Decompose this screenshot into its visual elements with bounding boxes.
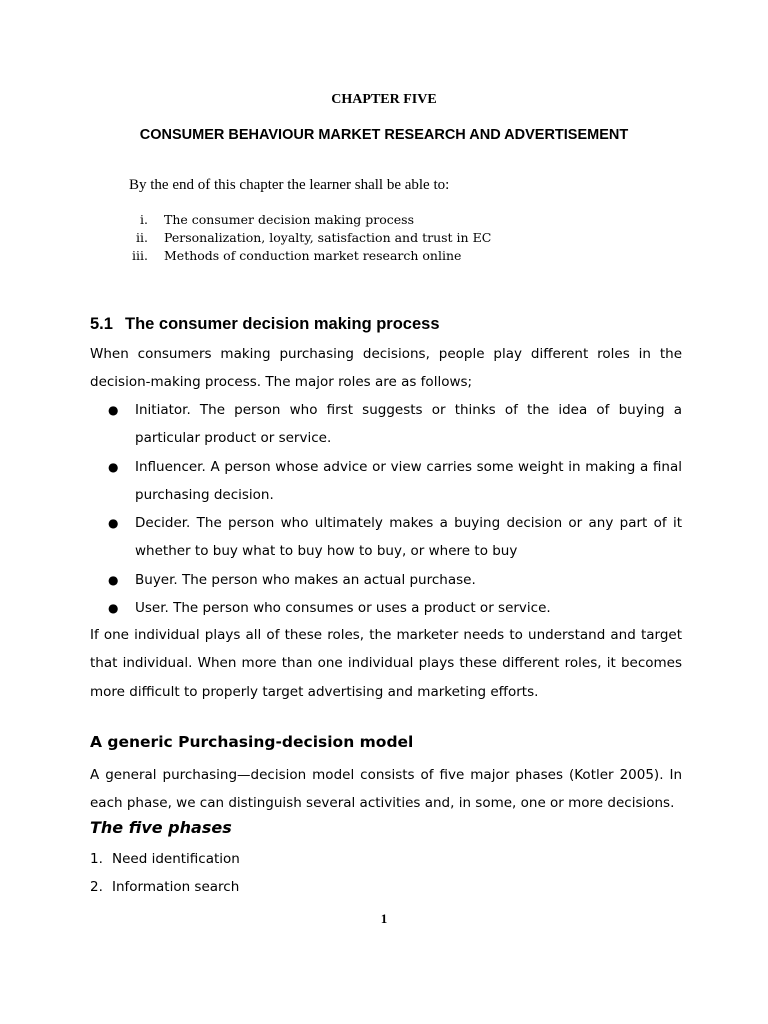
bullet-icon: ● xyxy=(108,601,119,616)
role-item xyxy=(90,594,682,622)
bullet-icon: ● xyxy=(108,516,119,531)
phase-text: Information search xyxy=(112,879,240,895)
roles-list xyxy=(90,396,682,622)
phase-text: Need identification xyxy=(112,851,240,867)
bullet-icon: ● xyxy=(108,459,119,474)
objective-text: Methods of conduction market research online xyxy=(164,248,462,263)
role-text: User. The person who consumes or uses a product or service. xyxy=(135,600,551,617)
role-text: Influencer. A person whose advice or view carries some weight in making a final purchasing decision. xyxy=(135,458,682,503)
objective-number: iii. xyxy=(132,248,148,263)
objectives-intro: By the end of this chapter the learner shall be able to: xyxy=(129,177,450,193)
role-item xyxy=(90,396,682,453)
objective-item xyxy=(108,211,491,229)
role-text: Buyer. The person who makes an actual purchase. xyxy=(135,571,476,588)
objective-text: The consumer decision making process xyxy=(164,212,414,227)
objective-number: i. xyxy=(140,212,148,227)
roles-summary-paragraph: If one individual plays all of these roles, the marketer needs to understand and target that individual. When more than one individual plays these different roles, it becomes more difficult to properly target advertising and marketing efforts. xyxy=(90,627,682,700)
phases-heading: The five phases xyxy=(90,818,232,837)
objective-item xyxy=(108,229,491,247)
objective-item xyxy=(108,247,491,265)
phase-number: 1. xyxy=(90,851,103,867)
role-text: Initiator. The person who first suggests or thinks of the idea of buying a particular product or service. xyxy=(135,402,682,447)
role-item xyxy=(90,509,682,566)
phases-list xyxy=(90,845,240,901)
model-paragraph: A general purchasing—decision model consists of five major phases (Kotler 2005). In each phase, we can distinguish several activities and, in some, one or more decisions. xyxy=(90,767,682,812)
section-number: 5.1 xyxy=(90,315,113,333)
phase-item xyxy=(90,845,240,873)
role-item xyxy=(90,453,682,510)
section-heading xyxy=(90,315,440,334)
objective-number: ii. xyxy=(136,230,148,245)
objective-text: Personalization, loyalty, satisfaction and trust in EC xyxy=(164,230,492,245)
objectives-list xyxy=(108,211,491,265)
model-heading: A generic Purchasing-decision model xyxy=(90,733,414,751)
bullet-icon: ● xyxy=(108,572,119,587)
role-text: Decider. The person who ultimately makes a buying decision or any part of it whether to buy what to buy how to buy, or where to buy xyxy=(135,515,682,560)
chapter-title: CONSUMER BEHAVIOUR MARKET RESEARCH AND ADVERTISEMENT xyxy=(139,127,629,143)
page-number: 1 xyxy=(380,911,388,926)
chapter-heading: CHAPTER FIVE xyxy=(331,92,437,107)
section-intro-paragraph: When consumers making purchasing decisions, people play different roles in the decision-making process. The major roles are as follows; xyxy=(90,346,682,391)
role-item xyxy=(90,566,682,594)
bullet-icon: ● xyxy=(108,403,119,417)
phase-item xyxy=(90,873,240,901)
phase-number: 2. xyxy=(90,879,103,895)
section-title: The consumer decision making process xyxy=(125,315,440,333)
